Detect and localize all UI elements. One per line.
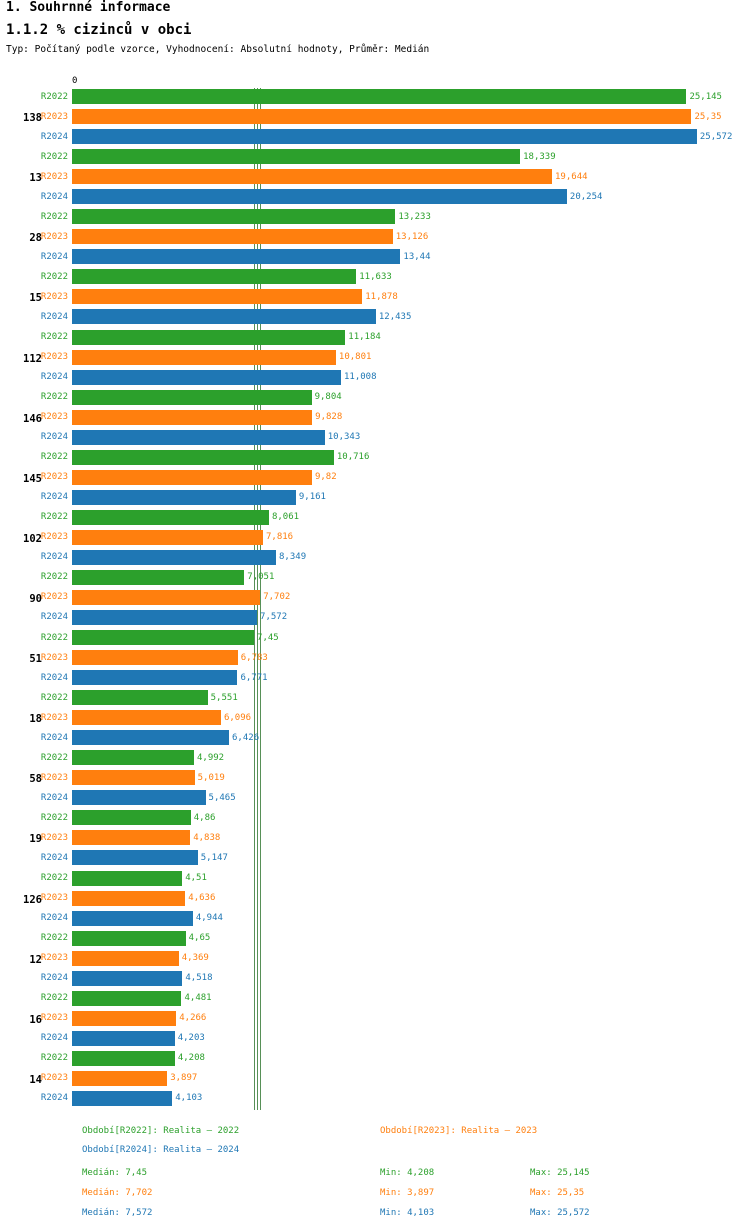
series-row-label: R2022	[40, 271, 68, 282]
bar[interactable]	[72, 1031, 175, 1046]
series-row-label: R2022	[40, 392, 68, 403]
series-row-label: R2024	[40, 191, 68, 202]
report-section-title: 1. Souhrnné informace	[6, 0, 171, 15]
category-label: 58	[29, 773, 42, 786]
bar[interactable]	[72, 911, 193, 926]
bar-group	[23, 328, 744, 388]
bar[interactable]	[72, 450, 334, 465]
bar-row	[40, 409, 744, 426]
bar-row	[40, 809, 744, 826]
bar[interactable]	[72, 229, 393, 244]
bar-row	[40, 1050, 744, 1067]
bar-row	[40, 489, 744, 506]
bar-value-label: 19,644	[555, 171, 588, 182]
bar-row	[40, 930, 744, 947]
bar-value-label: 13,126	[395, 231, 429, 242]
bar[interactable]	[72, 470, 312, 485]
series-row-label: R2024	[40, 732, 68, 743]
bar-row	[40, 389, 744, 406]
series-row-label: R2023	[40, 1073, 68, 1084]
category-label: 51	[29, 653, 42, 666]
page-subtitle: Typ: Počítaný podle vzorce, Vyhodnocení: Absolutní hodnoty, Průměr: Medián	[6, 44, 430, 55]
min-2022: Min: 4,208	[380, 1168, 435, 1178]
bar-group	[23, 870, 744, 930]
bar-value-label: 11,184	[348, 332, 381, 343]
bar-value-label: 4,51	[185, 873, 207, 884]
category-label: 126	[23, 893, 42, 906]
series-row-label: R2023	[40, 652, 68, 663]
bar-row	[40, 870, 744, 887]
series-row-label: R2024	[40, 432, 68, 443]
bar-value-label: 4,208	[177, 1053, 205, 1064]
bar-group	[29, 930, 744, 990]
legend-item-2024: Období[R2024]: Realita – 2024	[82, 1145, 240, 1155]
bar[interactable]	[72, 850, 198, 865]
bar-value-label: 7,702	[263, 592, 291, 603]
bar-row	[40, 88, 744, 105]
bar-value-label: 4,65	[188, 933, 211, 944]
series-row-label: R2024	[40, 792, 68, 803]
bar-value-label: 4,203	[177, 1033, 205, 1044]
bar-row	[40, 1070, 744, 1087]
bar-row	[40, 890, 744, 907]
bar-row	[40, 769, 744, 786]
bar[interactable]	[72, 710, 221, 725]
bar-group	[29, 268, 744, 328]
series-row-label: R2024	[40, 913, 68, 924]
bar-value-label: 25,35	[694, 111, 722, 122]
bar-value-label: 5,465	[208, 792, 236, 803]
median-2023: Medián: 7,702	[82, 1188, 153, 1198]
bar-group	[23, 449, 744, 509]
series-row-label: R2024	[40, 372, 68, 383]
bar-row	[40, 729, 744, 746]
bar[interactable]	[72, 650, 238, 665]
bar[interactable]	[72, 169, 552, 184]
series-row-label: R2022	[40, 332, 68, 343]
bar-value-label: 9,82	[314, 472, 337, 483]
bar-value-label: 5,147	[200, 852, 228, 863]
bar-row	[40, 1030, 744, 1047]
bar[interactable]	[72, 530, 263, 545]
bar-group	[29, 990, 744, 1050]
legend-item-2022: Období[R2022]: Realita – 2022	[82, 1126, 240, 1136]
bar[interactable]	[72, 750, 194, 765]
bar-value-label: 3,897	[170, 1073, 198, 1084]
category-label: 145	[23, 472, 42, 485]
bar[interactable]	[72, 109, 691, 124]
bar-group	[29, 749, 744, 809]
max-2023: Max: 25,35	[530, 1188, 585, 1198]
series-row-label: R2023	[40, 171, 68, 182]
category-label: 12	[29, 953, 42, 966]
bar-value-label: 4,266	[179, 1013, 207, 1024]
category-label: 13	[29, 172, 42, 185]
series-row-label: R2023	[40, 772, 68, 783]
bar[interactable]	[72, 971, 182, 986]
bar[interactable]	[72, 790, 206, 805]
bar-value-label: 13,44	[403, 251, 431, 262]
bar-row	[40, 329, 744, 346]
bar-value-label: 7,816	[265, 532, 294, 543]
bar-value-label: 10,343	[327, 432, 361, 443]
bar-row	[40, 509, 744, 526]
bar[interactable]	[72, 209, 395, 224]
series-row-label: R2024	[40, 973, 68, 984]
bar-value-label: 6,426	[232, 732, 260, 743]
series-row-label: R2023	[40, 472, 68, 483]
bar[interactable]	[72, 610, 257, 625]
series-row-label: R2024	[40, 311, 68, 322]
bar[interactable]	[72, 590, 260, 605]
bar[interactable]	[72, 931, 186, 946]
bar-value-label: 11,633	[359, 271, 392, 282]
bar[interactable]	[72, 249, 400, 264]
series-row-label: R2023	[40, 832, 68, 843]
bar-value-label: 4,838	[193, 832, 221, 843]
series-row-label: R2024	[40, 251, 68, 262]
bar[interactable]	[72, 189, 567, 204]
bar[interactable]	[72, 690, 208, 705]
bar-row	[40, 1090, 744, 1107]
bar[interactable]	[72, 1011, 176, 1026]
bar-row	[40, 549, 744, 566]
bar-row	[40, 308, 744, 325]
bar-value-label: 4,481	[184, 993, 212, 1004]
bar-row	[40, 148, 744, 165]
bar-group	[29, 569, 744, 629]
bar-row	[40, 629, 744, 646]
bar[interactable]	[72, 991, 181, 1006]
bar-row	[40, 649, 744, 666]
series-row-label: R2022	[40, 572, 68, 583]
bar[interactable]	[72, 630, 254, 645]
bar-value-label: 10,716	[336, 452, 370, 463]
bar-row	[40, 689, 744, 706]
bar[interactable]	[72, 891, 185, 906]
bar-value-label: 8,061	[271, 512, 300, 523]
category-label: 16	[29, 1013, 42, 1026]
bar-value-label: 4,369	[181, 953, 209, 964]
bar[interactable]	[72, 149, 520, 164]
bar-row	[40, 349, 744, 366]
series-row-label: R2023	[40, 893, 68, 904]
bar-value-label: 25,572	[699, 131, 733, 142]
bar[interactable]	[72, 330, 345, 345]
series-row-label: R2024	[40, 852, 68, 863]
series-row-label: R2024	[40, 1093, 68, 1104]
x-axis-zero-tick: 0	[72, 76, 78, 86]
series-row-label: R2022	[40, 91, 68, 102]
bar[interactable]	[72, 289, 362, 304]
bar-row	[40, 749, 744, 766]
bar[interactable]	[72, 370, 341, 385]
median-2022: Medián: 7,45	[82, 1168, 148, 1178]
bar-row	[40, 208, 744, 225]
bar-row	[40, 268, 744, 285]
legend-item-2023: Období[R2023]: Realita – 2023	[380, 1126, 538, 1136]
series-row-label: R2022	[40, 993, 68, 1004]
bar[interactable]	[72, 309, 376, 324]
series-row-label: R2024	[40, 131, 68, 142]
bar-group	[29, 208, 744, 268]
max-2022: Max: 25,145	[530, 1168, 590, 1178]
bar[interactable]	[72, 730, 229, 745]
bar-row	[40, 188, 744, 205]
bar-group	[29, 629, 744, 689]
bar-value-label: 6,783	[240, 652, 268, 663]
bar-value-label: 11,878	[365, 291, 398, 302]
bar-group	[23, 88, 744, 148]
series-row-label: R2023	[40, 953, 68, 964]
bar-value-label: 20,254	[569, 191, 603, 202]
bar-value-label: 4,86	[193, 812, 216, 823]
bar[interactable]	[72, 871, 182, 886]
bar[interactable]	[72, 510, 269, 525]
series-row-label: R2023	[40, 712, 68, 723]
bar[interactable]	[72, 1071, 167, 1086]
bar-row	[40, 168, 744, 185]
series-row-label: R2024	[40, 1033, 68, 1044]
bar[interactable]	[72, 129, 697, 144]
category-label: 90	[29, 592, 42, 605]
bar-row	[40, 529, 744, 546]
series-row-label: R2023	[40, 532, 68, 543]
category-label: 14	[29, 1073, 42, 1086]
bar-row	[40, 449, 744, 466]
min-2024: Min: 4,103	[380, 1208, 435, 1218]
bar-value-label: 6,096	[223, 712, 252, 723]
bar-value-label: 7,051	[247, 572, 275, 583]
page-title: 1.1.2 % cizinců v obci	[6, 22, 192, 38]
series-row-label: R2024	[40, 492, 68, 503]
bar-value-label: 5,019	[197, 772, 225, 783]
bar-group	[29, 1050, 744, 1110]
bar-row	[40, 228, 744, 245]
series-row-label: R2024	[40, 552, 68, 563]
bar-row	[40, 609, 744, 626]
category-label: 102	[23, 532, 42, 545]
series-row-label: R2024	[40, 612, 68, 623]
bar[interactable]	[72, 550, 276, 565]
bar-value-label: 11,008	[343, 372, 377, 383]
series-row-label: R2022	[40, 692, 68, 703]
series-row-label: R2023	[40, 412, 68, 423]
category-label: 112	[23, 352, 42, 365]
series-row-label: R2022	[40, 512, 68, 523]
bar[interactable]	[72, 830, 190, 845]
bar-row	[40, 248, 744, 265]
bar-row	[40, 970, 744, 987]
bar-group	[29, 809, 744, 869]
bar-row	[40, 369, 744, 386]
bar-row	[40, 849, 744, 866]
bar-value-label: 5,551	[210, 692, 238, 703]
bar-row	[40, 429, 744, 446]
series-row-label: R2023	[40, 231, 68, 242]
category-label: 138	[23, 112, 42, 125]
bar-row	[40, 709, 744, 726]
bar-value-label: 13,233	[398, 211, 431, 222]
bar-group	[23, 389, 744, 449]
bar-group	[23, 509, 744, 569]
bar[interactable]	[72, 350, 336, 365]
series-row-label: R2022	[40, 151, 68, 162]
series-row-label: R2023	[40, 291, 68, 302]
bar-value-label: 25,145	[689, 91, 722, 102]
bar-row	[40, 829, 744, 846]
series-row-label: R2023	[40, 111, 68, 122]
series-row-label: R2022	[40, 211, 68, 222]
bar-row	[40, 288, 744, 305]
category-label: 28	[29, 232, 42, 245]
bar-row	[40, 469, 744, 486]
bar-row	[40, 910, 744, 927]
bar-value-label: 4,518	[185, 973, 213, 984]
category-label: 19	[29, 833, 42, 846]
bar-row	[40, 569, 744, 586]
series-row-label: R2022	[40, 873, 68, 884]
bar-row	[40, 128, 744, 145]
series-row-label: R2022	[40, 452, 68, 463]
category-label: 15	[29, 292, 42, 305]
bar-value-label: 9,161	[298, 492, 326, 503]
bar-value-label: 18,339	[523, 151, 556, 162]
bar[interactable]	[72, 430, 325, 445]
category-label: 146	[23, 412, 42, 425]
series-row-label: R2022	[40, 812, 68, 823]
bar-row	[40, 990, 744, 1007]
bar[interactable]	[72, 390, 312, 405]
series-row-label: R2022	[40, 1053, 68, 1064]
bar[interactable]	[72, 269, 356, 284]
series-row-label: R2022	[40, 933, 68, 944]
series-row-label: R2022	[40, 752, 68, 763]
series-row-label: R2023	[40, 352, 68, 363]
bar-row	[40, 789, 744, 806]
bar-value-label: 4,944	[195, 913, 223, 924]
bar[interactable]	[72, 570, 244, 585]
bar[interactable]	[72, 1091, 172, 1106]
bar[interactable]	[72, 770, 195, 785]
bar-row	[40, 950, 744, 967]
bar-chart-plot-area	[23, 88, 744, 1110]
bar-value-label: 6,771	[240, 672, 268, 683]
min-2023: Min: 3,897	[380, 1188, 435, 1198]
bar[interactable]	[72, 1051, 175, 1066]
category-label: 18	[29, 713, 42, 726]
bar-value-label: 4,636	[188, 893, 216, 904]
bar-row	[40, 108, 744, 125]
bar-value-label: 9,804	[314, 392, 342, 403]
series-row-label: R2023	[40, 592, 68, 603]
bar-value-label: 4,992	[196, 752, 225, 763]
bar[interactable]	[72, 670, 237, 685]
bar[interactable]	[72, 89, 686, 104]
bar-row	[40, 589, 744, 606]
bar-value-label: 4,103	[175, 1093, 203, 1104]
max-2024: Max: 25,572	[530, 1208, 590, 1218]
bar-value-label: 9,828	[315, 412, 343, 423]
bar[interactable]	[72, 810, 191, 825]
bar-value-label: 12,435	[378, 311, 412, 322]
bar-group	[29, 689, 744, 749]
bar[interactable]	[72, 410, 312, 425]
bar-row	[40, 669, 744, 686]
bar-value-label: 7,45	[257, 632, 279, 643]
bar-value-label: 8,349	[279, 552, 307, 563]
series-row-label: R2023	[40, 1013, 68, 1024]
bar[interactable]	[72, 490, 296, 505]
median-2024: Medián: 7,572	[82, 1208, 153, 1218]
bar-group	[29, 148, 744, 208]
series-row-label: R2024	[40, 672, 68, 683]
bar-value-label: 10,801	[338, 352, 372, 363]
bar-value-label: 7,572	[260, 612, 288, 623]
bar-row	[40, 1010, 744, 1027]
series-row-label: R2022	[40, 632, 68, 643]
bar[interactable]	[72, 951, 179, 966]
